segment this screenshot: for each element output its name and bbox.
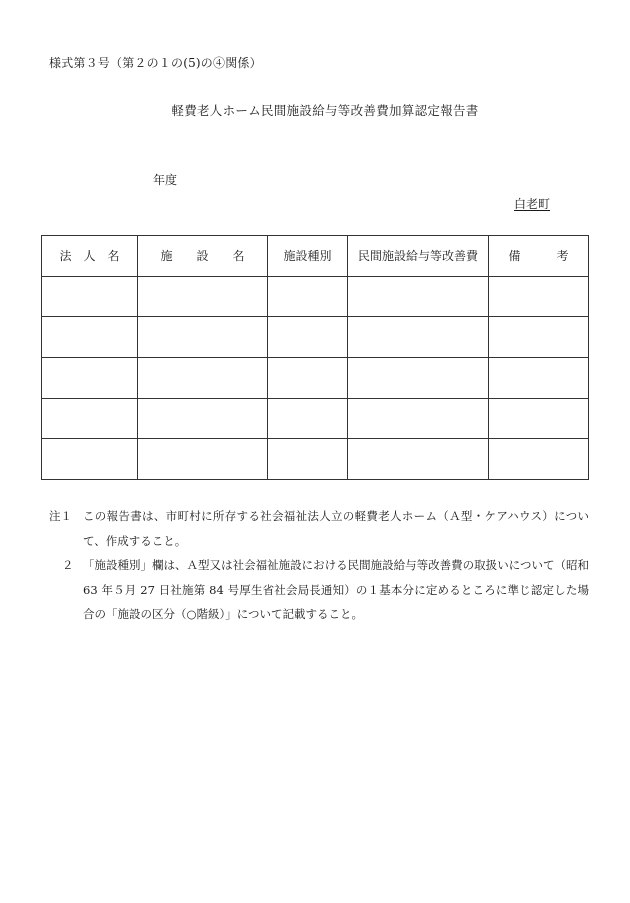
cell-facility-type[interactable] xyxy=(268,439,348,480)
note-text: この報告書は、市町村に所存する社会福祉法人立の軽費老人ホーム（Ａ型・ケアハウス）について、作成すること。 xyxy=(83,509,589,548)
column-header-corporation-name: 法 人 名 xyxy=(42,236,138,277)
note-item xyxy=(49,504,589,553)
note-number: 注１ xyxy=(49,509,72,523)
note-text: 「施設種別」欄は、Ａ型又は社会福祉施設における民間施設給与等改善費の取扱いについて（昭和 63 年５月 27 日社施第 84 号厚生省社会局長通知）の１基本分に定めるところに準じ認定した場合の「施設の区分（○階級）」について記載すること。 xyxy=(83,558,589,621)
cell-facility-type[interactable] xyxy=(268,398,348,439)
cell-corporation-name[interactable] xyxy=(42,398,138,439)
table-row xyxy=(42,276,589,317)
cell-improvement-cost[interactable] xyxy=(348,317,489,358)
table-row xyxy=(42,317,589,358)
cell-facility-type[interactable] xyxy=(268,276,348,317)
cell-remarks[interactable] xyxy=(489,398,589,439)
column-header-facility-type: 施設種別 xyxy=(268,236,348,277)
column-header-remarks: 備 考 xyxy=(489,236,589,277)
cell-remarks[interactable] xyxy=(489,276,589,317)
cell-facility-name[interactable] xyxy=(138,276,268,317)
cell-facility-name[interactable] xyxy=(138,439,268,480)
cell-facility-type[interactable] xyxy=(268,317,348,358)
form-number: 様式第３号（第２の１の(5)の④関係） xyxy=(49,56,262,70)
cell-corporation-name[interactable] xyxy=(42,317,138,358)
cell-facility-name[interactable] xyxy=(138,317,268,358)
cell-remarks[interactable] xyxy=(489,439,589,480)
table-row xyxy=(42,357,589,398)
cell-facility-name[interactable] xyxy=(138,398,268,439)
cell-corporation-name[interactable] xyxy=(42,357,138,398)
cell-improvement-cost[interactable] xyxy=(348,276,489,317)
cell-remarks[interactable] xyxy=(489,317,589,358)
report-table xyxy=(41,235,589,480)
column-header-facility-name: 施 設 名 xyxy=(138,236,268,277)
cell-facility-type[interactable] xyxy=(268,357,348,398)
table-header-row xyxy=(42,236,589,277)
cell-improvement-cost[interactable] xyxy=(348,357,489,398)
note-item xyxy=(49,553,589,627)
fiscal-year-label: 年度 xyxy=(153,173,178,187)
column-header-improvement-cost: 民間施設給与等改善費 xyxy=(348,236,489,277)
cell-facility-name[interactable] xyxy=(138,357,268,398)
table-row xyxy=(42,398,589,439)
notes-section xyxy=(49,504,589,627)
cell-improvement-cost[interactable] xyxy=(348,439,489,480)
cell-improvement-cost[interactable] xyxy=(348,398,489,439)
cell-remarks[interactable] xyxy=(489,357,589,398)
cell-corporation-name[interactable] xyxy=(42,439,138,480)
town-name: 白老町 xyxy=(514,197,551,211)
document-title: 軽費老人ホーム民間施設給与等改善費加算認定報告書 xyxy=(171,103,479,118)
cell-corporation-name[interactable] xyxy=(42,276,138,317)
note-number: ２ xyxy=(62,558,74,572)
table-row xyxy=(42,439,589,480)
